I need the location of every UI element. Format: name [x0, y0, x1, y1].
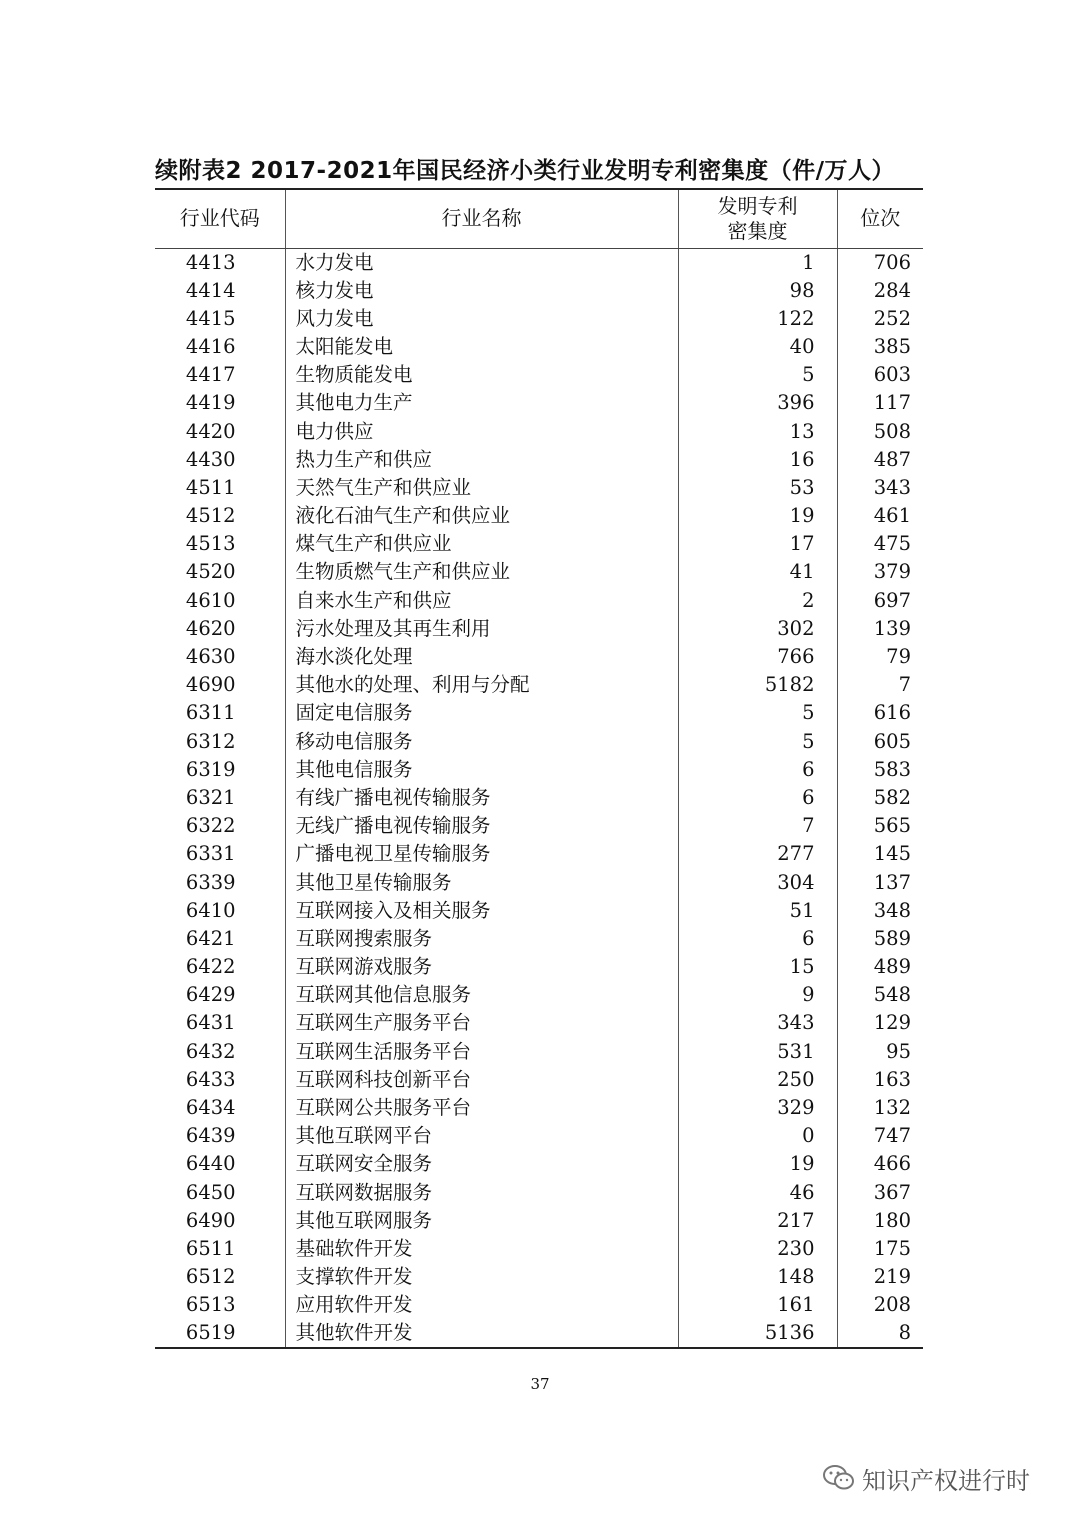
industry-name-cell: 支撑软件开发: [285, 1263, 678, 1291]
industry-name-cell: 互联网数据服务: [285, 1179, 678, 1207]
patent-density-cell: 329: [678, 1094, 837, 1122]
industry-code-cell: 6339: [185, 870, 236, 894]
table-row: [155, 446, 923, 474]
patent-density-cell: 15: [678, 953, 837, 981]
rank-cell: 117: [837, 389, 923, 417]
industry-code-cell: 4419: [185, 391, 236, 415]
table-row: [155, 1009, 923, 1037]
industry-name-cell: 热力生产和供应: [285, 446, 678, 474]
rank-cell: 582: [837, 784, 923, 812]
patent-density-cell: 5136: [678, 1319, 837, 1348]
industry-name-cell: 液化石油气生产和供应业: [285, 502, 678, 530]
industry-name-cell: 互联网生产服务平台: [285, 1009, 678, 1037]
rank-cell: 79: [837, 643, 923, 671]
patent-density-cell: 531: [678, 1038, 837, 1066]
table-row: [155, 981, 923, 1009]
patent-density-cell: 277: [678, 840, 837, 868]
table-row: [155, 305, 923, 333]
industry-code-cell: 4513: [185, 532, 236, 556]
rank-cell: 697: [837, 587, 923, 615]
rank-cell: 7: [837, 671, 923, 699]
industry-name-cell: 生物质能发电: [285, 361, 678, 389]
patent-density-cell: 343: [678, 1009, 837, 1037]
table-row: [155, 868, 923, 896]
table-row: [155, 558, 923, 586]
page-number: 37: [530, 1375, 550, 1393]
rank-cell: 219: [837, 1263, 923, 1291]
patent-density-cell: 19: [678, 502, 837, 530]
rank-cell: 379: [837, 558, 923, 586]
table-row: [155, 615, 923, 643]
rank-cell: 475: [837, 530, 923, 558]
patent-density-cell: 1: [678, 248, 837, 277]
industry-code-cell: 6321: [185, 785, 236, 809]
industry-code-cell: 4610: [185, 588, 236, 612]
industry-code-cell: 6421: [185, 926, 236, 950]
table-row: [155, 728, 923, 756]
industry-code-cell: 6322: [185, 814, 236, 838]
patent-density-cell: 148: [678, 1263, 837, 1291]
rank-cell: 175: [837, 1235, 923, 1263]
rank-cell: 487: [837, 446, 923, 474]
industry-name-cell: 核力发电: [285, 277, 678, 305]
patent-density-cell: 16: [678, 446, 837, 474]
industry-name-cell: 自来水生产和供应: [285, 587, 678, 615]
table-row: [155, 277, 923, 305]
table-row: [155, 1179, 923, 1207]
patent-density-cell: 0: [678, 1122, 837, 1150]
patent-density-cell: 304: [678, 868, 837, 896]
industry-code-cell: 6422: [185, 955, 236, 979]
industry-name-cell: 互联网搜索服务: [285, 925, 678, 953]
industry-code-cell: 6312: [185, 729, 236, 753]
watermark: [822, 1458, 1030, 1498]
industry-name-cell: 天然气生产和供应业: [285, 474, 678, 502]
industry-code-cell: 4420: [185, 419, 236, 443]
rank-cell: 603: [837, 361, 923, 389]
rank-cell: 747: [837, 1122, 923, 1150]
industry-code-cell: 6519: [155, 1319, 285, 1348]
header-rank: 位次: [837, 189, 923, 248]
table-row: [155, 417, 923, 445]
patent-density-cell: 7: [678, 812, 837, 840]
industry-code-cell: 4416: [185, 334, 236, 358]
rank-cell: 95: [837, 1038, 923, 1066]
rank-cell: 489: [837, 953, 923, 981]
industry-name-cell: 电力供应: [285, 417, 678, 445]
industry-name-cell: 其他互联网服务: [285, 1207, 678, 1235]
table-row: [155, 643, 923, 671]
patent-density-cell: 6: [678, 756, 837, 784]
header-density-line1: 发明专利: [717, 193, 798, 218]
industry-name-cell: 互联网公共服务平台: [285, 1094, 678, 1122]
table-row: [155, 1263, 923, 1291]
patent-density-cell: 17: [678, 530, 837, 558]
industry-code-cell: 6319: [185, 757, 236, 781]
rank-cell: 163: [837, 1066, 923, 1094]
industry-name-cell: 有线广播电视传输服务: [285, 784, 678, 812]
industry-name-cell: 无线广播电视传输服务: [285, 812, 678, 840]
table-title: 续附表2 2017-2021年国民经济小类行业发明专利密集度（件/万人）: [155, 158, 895, 184]
industry-code-cell: 4512: [185, 504, 236, 528]
table-row: [155, 333, 923, 361]
patent-density-table: [155, 188, 923, 1349]
patent-density-cell: 161: [678, 1291, 837, 1319]
table-row: [155, 756, 923, 784]
industry-name-cell: 广播电视卫星传输服务: [285, 840, 678, 868]
industry-name-cell: 生物质燃气生产和供应业: [285, 558, 678, 586]
rank-cell: 589: [837, 925, 923, 953]
rank-cell: 8: [837, 1319, 923, 1348]
patent-density-cell: 98: [678, 277, 837, 305]
industry-code-cell: 6511: [185, 1236, 236, 1260]
industry-code-cell: 4511: [185, 475, 236, 499]
patent-density-cell: 766: [678, 643, 837, 671]
header-industry-code: 行业代码: [155, 189, 285, 248]
industry-code-cell: 6311: [185, 701, 236, 725]
industry-name-cell: 其他互联网平台: [285, 1122, 678, 1150]
patent-density-cell: 9: [678, 981, 837, 1009]
industry-code-cell: 6513: [185, 1293, 236, 1317]
industry-code-cell: 4630: [185, 645, 236, 669]
industry-name-cell: 太阳能发电: [285, 333, 678, 361]
patent-density-cell: 6: [678, 925, 837, 953]
industry-name-cell: 固定电信服务: [285, 699, 678, 727]
industry-code-cell: 4417: [185, 363, 236, 387]
industry-name-cell: 煤气生产和供应业: [285, 530, 678, 558]
rank-cell: 548: [837, 981, 923, 1009]
industry-name-cell: 其他卫星传输服务: [285, 868, 678, 896]
industry-name-cell: 其他水的处理、利用与分配: [285, 671, 678, 699]
table-row: [155, 925, 923, 953]
table-row: [155, 1122, 923, 1150]
rank-cell: 348: [837, 897, 923, 925]
industry-code-cell: 6490: [185, 1208, 236, 1232]
patent-density-cell: 230: [678, 1235, 837, 1263]
table-row: [155, 671, 923, 699]
patent-density-cell: 122: [678, 305, 837, 333]
industry-name-cell: 基础软件开发: [285, 1235, 678, 1263]
industry-name-cell: 海水淡化处理: [285, 643, 678, 671]
industry-name-cell: 其他软件开发: [285, 1319, 678, 1348]
industry-code-cell: 4415: [185, 306, 236, 330]
table-row: [155, 699, 923, 727]
header-industry-name: 行业名称: [285, 189, 678, 248]
table-row: [155, 1235, 923, 1263]
table-row: [155, 1319, 923, 1348]
rank-cell: 508: [837, 417, 923, 445]
industry-code-cell: 6433: [185, 1067, 236, 1091]
patent-density-cell: 5: [678, 699, 837, 727]
patent-density-cell: 13: [678, 417, 837, 445]
patent-density-cell: 53: [678, 474, 837, 502]
table-row: [155, 897, 923, 925]
industry-code-cell: 6331: [185, 842, 236, 866]
industry-name-cell: 风力发电: [285, 305, 678, 333]
rank-cell: 137: [837, 868, 923, 896]
table-row: [155, 812, 923, 840]
industry-name-cell: 其他电信服务: [285, 756, 678, 784]
patent-density-cell: 40: [678, 333, 837, 361]
rank-cell: 208: [837, 1291, 923, 1319]
rank-cell: 129: [837, 1009, 923, 1037]
industry-name-cell: 应用软件开发: [285, 1291, 678, 1319]
table-row: [155, 389, 923, 417]
industry-code-cell: 6429: [185, 983, 236, 1007]
patent-density-cell: 250: [678, 1066, 837, 1094]
patent-density-cell: 5: [678, 728, 837, 756]
patent-density-cell: 19: [678, 1150, 837, 1178]
rank-cell: 180: [837, 1207, 923, 1235]
table-row: [155, 953, 923, 981]
patent-density-cell: 6: [678, 784, 837, 812]
industry-name-cell: 移动电信服务: [285, 728, 678, 756]
table-row: [155, 1291, 923, 1319]
industry-name-cell: 互联网安全服务: [285, 1150, 678, 1178]
rank-cell: 385: [837, 333, 923, 361]
industry-code-cell: 6440: [185, 1152, 236, 1176]
table-row: [155, 1150, 923, 1178]
header-patent-density: [678, 189, 837, 248]
industry-name-cell: 互联网科技创新平台: [285, 1066, 678, 1094]
rank-cell: 145: [837, 840, 923, 868]
table-row: [155, 1207, 923, 1235]
table-row: [155, 248, 923, 277]
industry-name-cell: 互联网其他信息服务: [285, 981, 678, 1009]
table-row: [155, 784, 923, 812]
rank-cell: 461: [837, 502, 923, 530]
rank-cell: 616: [837, 699, 923, 727]
table-row: [155, 1066, 923, 1094]
industry-code-cell: 4690: [185, 673, 236, 697]
industry-code-cell: 4430: [185, 447, 236, 471]
rank-cell: 343: [837, 474, 923, 502]
watermark-text: 知识产权进行时: [862, 1466, 1030, 1495]
patent-density-cell: 396: [678, 389, 837, 417]
industry-code-cell: 6432: [185, 1039, 236, 1063]
industry-code-cell: 6439: [185, 1124, 236, 1148]
patent-density-cell: 51: [678, 897, 837, 925]
patent-density-cell: 5182: [678, 671, 837, 699]
industry-code-cell: 6431: [185, 1011, 236, 1035]
industry-code-cell: 6512: [185, 1265, 236, 1289]
rank-cell: 565: [837, 812, 923, 840]
rank-cell: 284: [837, 277, 923, 305]
table-row: [155, 587, 923, 615]
industry-name-cell: 互联网生活服务平台: [285, 1038, 678, 1066]
table-row: [155, 502, 923, 530]
patent-density-cell: 217: [678, 1207, 837, 1235]
rank-cell: 367: [837, 1179, 923, 1207]
rank-cell: 132: [837, 1094, 923, 1122]
patent-density-cell: 41: [678, 558, 837, 586]
industry-code-cell: 4414: [185, 278, 236, 302]
rank-cell: 252: [837, 305, 923, 333]
rank-cell: 139: [837, 615, 923, 643]
rank-cell: 605: [837, 728, 923, 756]
table-header-row: [155, 189, 923, 248]
rank-cell: 466: [837, 1150, 923, 1178]
patent-density-cell: 46: [678, 1179, 837, 1207]
table-row: [155, 1038, 923, 1066]
patent-density-cell: 2: [678, 587, 837, 615]
industry-name-cell: 互联网接入及相关服务: [285, 897, 678, 925]
header-density-line2: 密集度: [727, 218, 788, 243]
industry-code-cell: 6434: [185, 1096, 236, 1120]
table-row: [155, 840, 923, 868]
industry-code-cell: 4413: [185, 250, 236, 274]
patent-density-cell: 302: [678, 615, 837, 643]
industry-code-cell: 6450: [185, 1180, 236, 1204]
industry-name-cell: 污水处理及其再生利用: [285, 615, 678, 643]
table-row: [155, 530, 923, 558]
industry-name-cell: 水力发电: [285, 248, 678, 277]
rank-cell: 583: [837, 756, 923, 784]
industry-code-cell: 6410: [185, 898, 236, 922]
industry-name-cell: 互联网游戏服务: [285, 953, 678, 981]
rank-cell: 706: [837, 248, 923, 277]
patent-density-cell: 5: [678, 361, 837, 389]
table-row: [155, 1094, 923, 1122]
table-row: [155, 361, 923, 389]
industry-code-cell: 4520: [185, 560, 236, 584]
wechat-icon: [822, 1464, 856, 1492]
industry-code-cell: 4620: [185, 616, 236, 640]
industry-name-cell: 其他电力生产: [285, 389, 678, 417]
table-row: [155, 474, 923, 502]
